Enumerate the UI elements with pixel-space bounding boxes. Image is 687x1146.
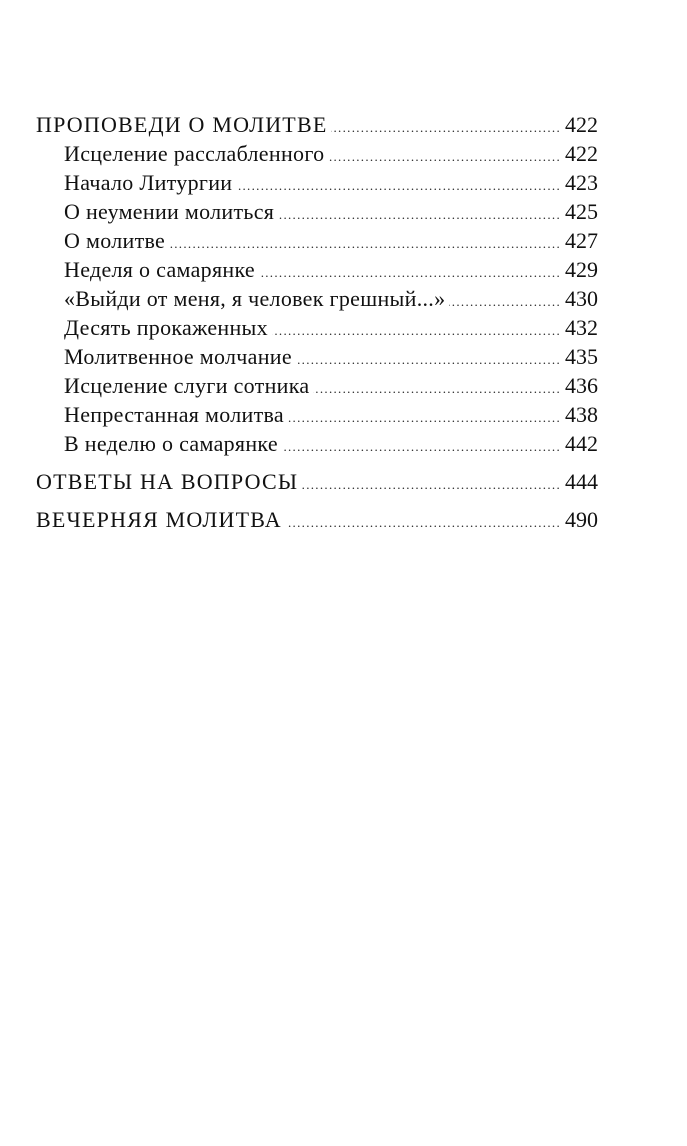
toc-entry-title: Десять прокаженных [64, 315, 268, 340]
toc-section-title: ОТВЕТЫ НА ВОПРОСЫ [36, 469, 299, 494]
toc-page-number: 436 [565, 373, 598, 398]
toc-entry [36, 344, 598, 373]
toc-section-title: ПРОПОВЕДИ О МОЛИТВЕ [36, 112, 328, 137]
toc-page-number: 423 [565, 170, 598, 195]
toc-page-number: 425 [565, 199, 598, 224]
dot-leader [328, 144, 561, 170]
toc-entry [36, 228, 598, 257]
toc-entry [36, 402, 598, 431]
toc-entry-title: О молитве [64, 228, 166, 253]
toc-page-number: 490 [565, 507, 598, 532]
toc-entry [36, 170, 598, 199]
toc-page-number: 427 [565, 228, 598, 253]
dot-leader [331, 115, 561, 141]
toc-page-number: 432 [565, 315, 598, 340]
dot-leader [302, 472, 561, 498]
toc-entry [36, 315, 598, 344]
dot-leader [278, 202, 561, 228]
toc-entry [36, 431, 598, 460]
toc-page-number: 430 [565, 286, 598, 311]
dot-leader [236, 173, 561, 199]
toc-entry [36, 199, 598, 228]
toc-entry-title: Исцеление расслабленного [64, 141, 325, 166]
toc-page-number: 444 [565, 469, 598, 494]
toc-section-heading [36, 507, 598, 536]
dot-leader [259, 260, 561, 286]
toc-entry [36, 257, 598, 286]
toc-page-number: 422 [565, 112, 598, 137]
toc-page-number: 438 [565, 402, 598, 427]
toc-section-title: ВЕЧЕРНЯЯ МОЛИТВА [36, 507, 282, 532]
toc-page-number: 442 [565, 431, 598, 456]
dot-leader [288, 405, 561, 431]
dot-leader [296, 347, 561, 373]
toc-entry-title: Исцеление слуги сотника [64, 373, 310, 398]
toc-entry-title: О неумении молиться [64, 199, 275, 224]
toc-entry-title: Молитвенное молчание [64, 344, 292, 369]
toc-page-number: 435 [565, 344, 598, 369]
toc-entry-title: Неделя о самарянке [64, 257, 255, 282]
dot-leader [449, 289, 561, 315]
toc-entry-title: Непрестанная молитва [64, 402, 284, 427]
dot-leader [282, 434, 561, 460]
toc-entry-title: «Выйди от меня, я человек грешный...» [64, 286, 446, 311]
toc-entry [36, 373, 598, 402]
dot-leader [313, 376, 561, 402]
dot-leader [169, 231, 561, 257]
dot-leader [272, 318, 561, 344]
toc-entry [36, 141, 598, 170]
toc-entry-title: Начало Литургии [64, 170, 233, 195]
toc-entry-title: В неделю о самарянке [64, 431, 278, 456]
toc-entry [36, 286, 598, 315]
toc-page-number: 422 [565, 141, 598, 166]
dot-leader [286, 510, 561, 536]
table-of-contents [36, 112, 598, 536]
toc-section-heading [36, 469, 598, 498]
toc-section-heading [36, 112, 598, 141]
toc-page-number: 429 [565, 257, 598, 282]
